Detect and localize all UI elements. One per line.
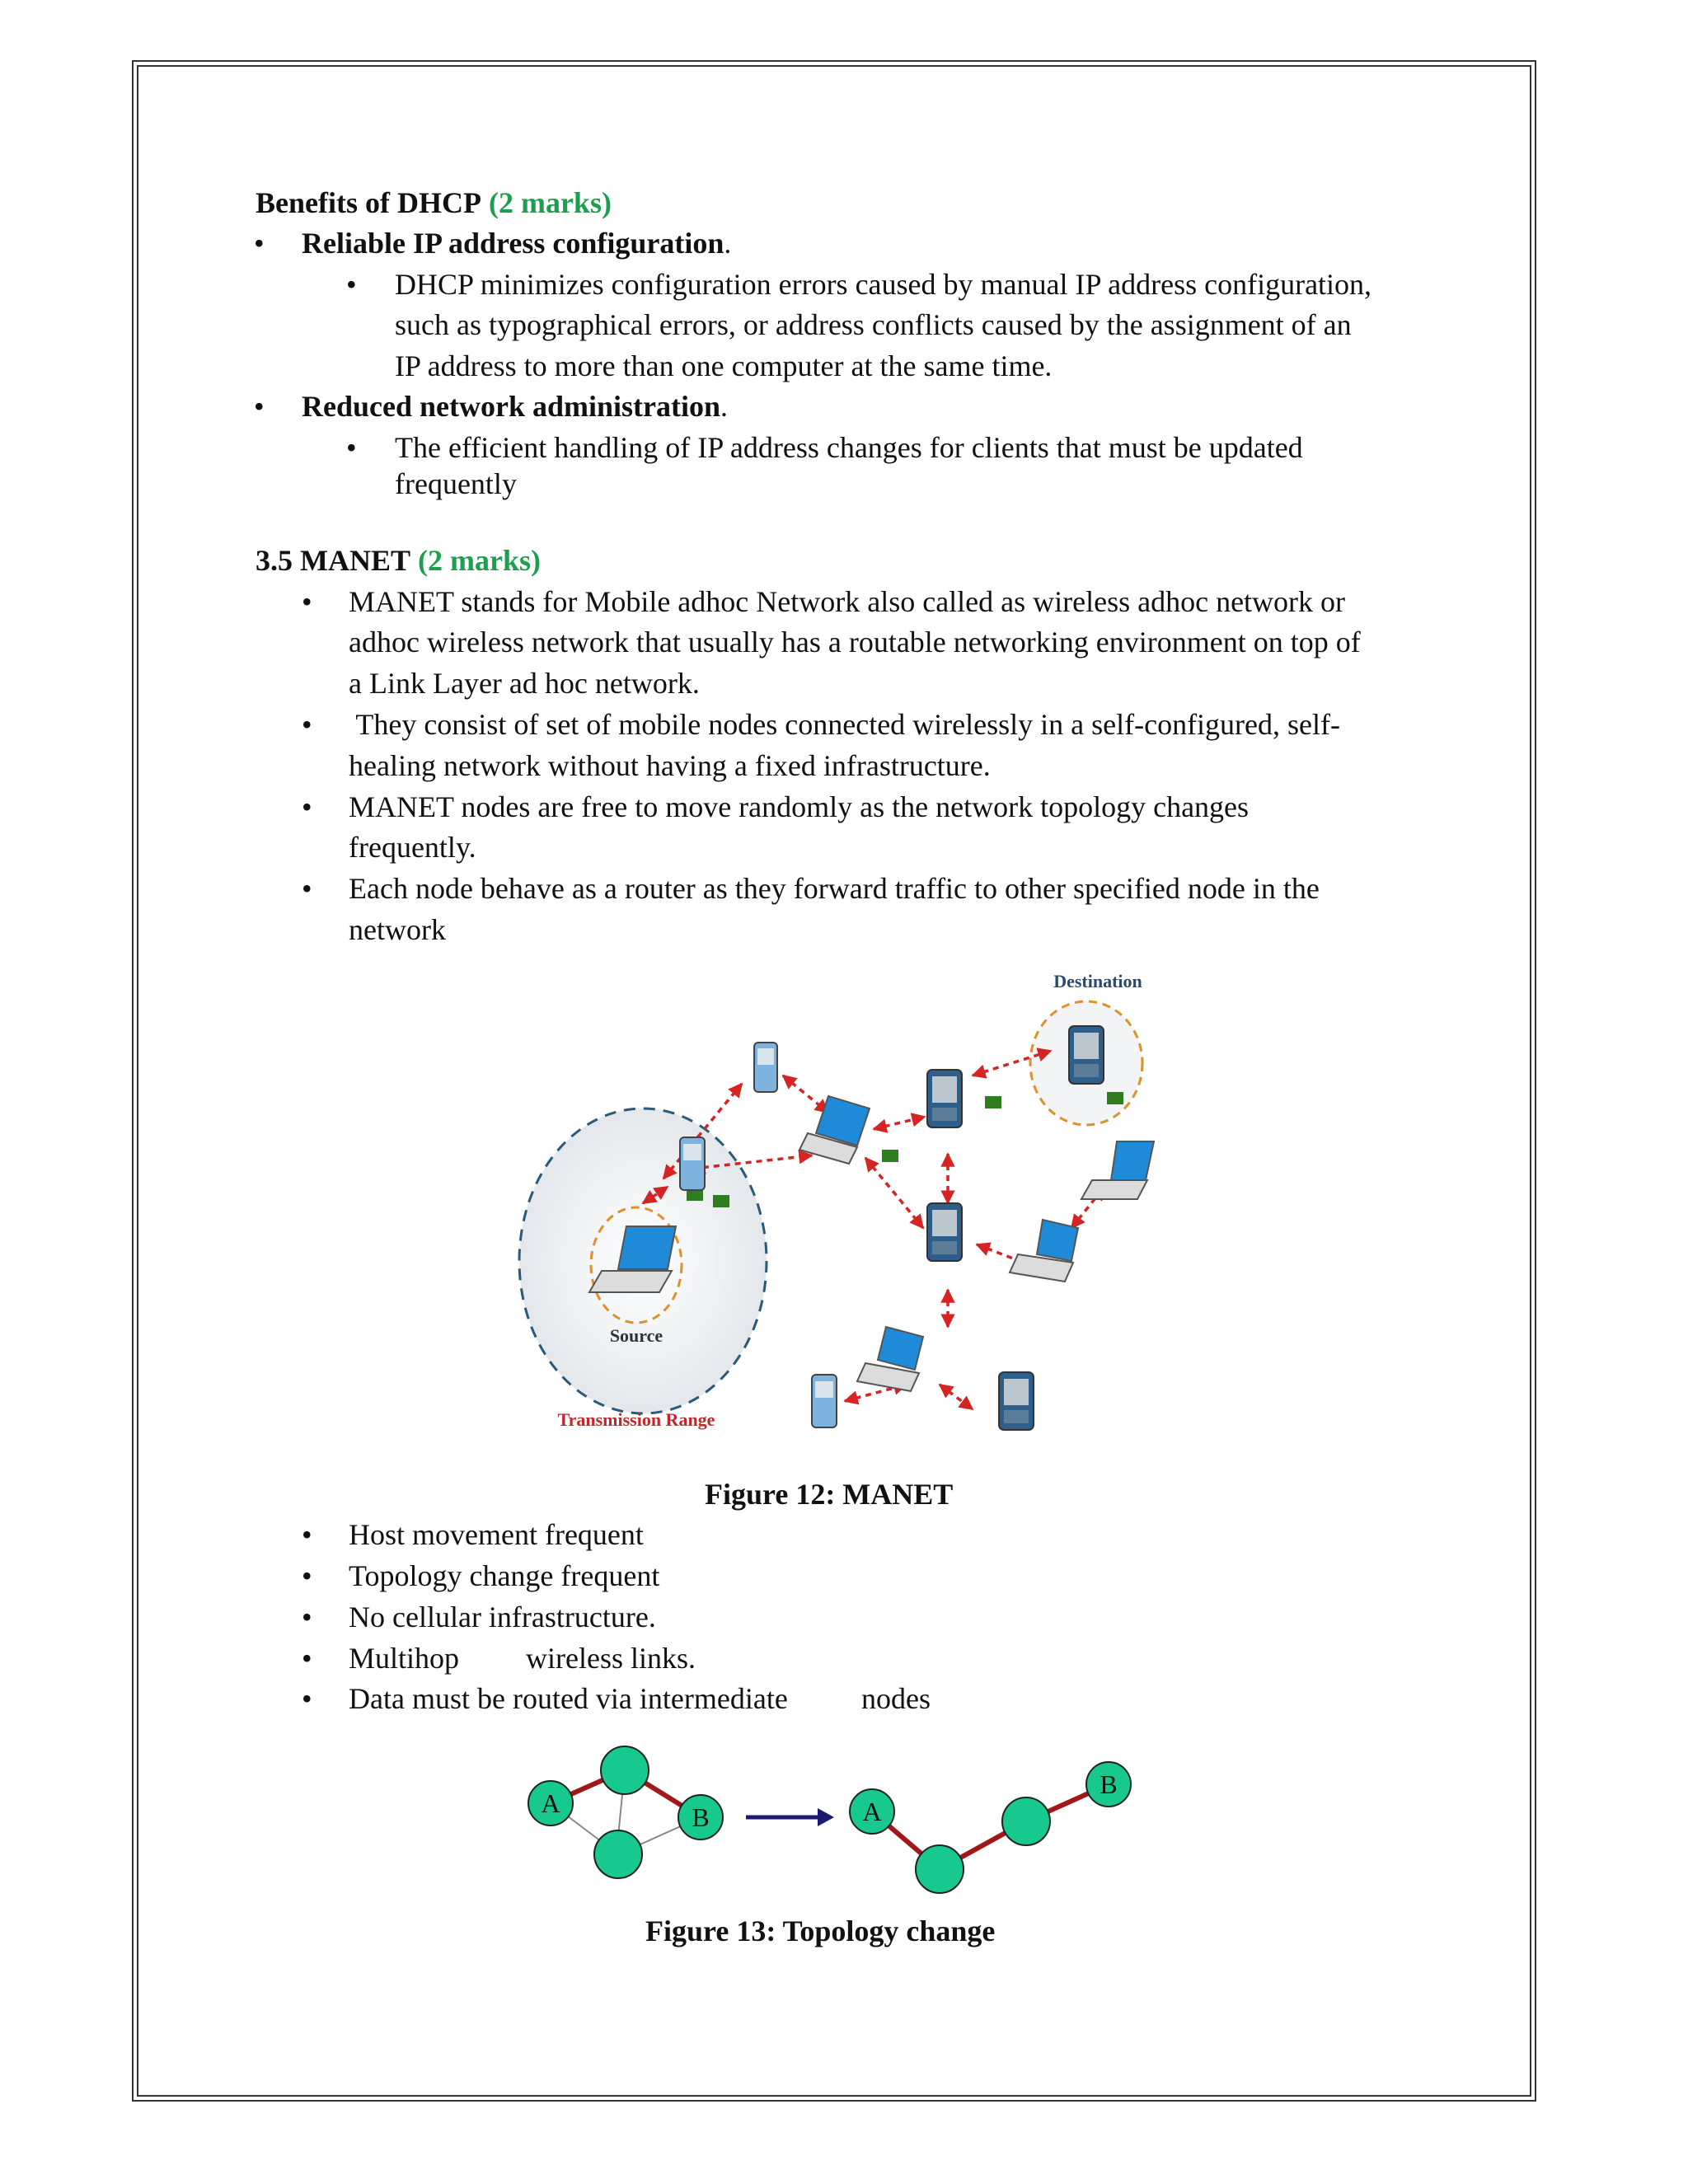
dhcp-item2 bbox=[302, 387, 728, 427]
node-b-label: B bbox=[692, 1802, 710, 1832]
dhcp-heading-line bbox=[256, 183, 612, 223]
link bbox=[783, 1076, 828, 1113]
pda-icon bbox=[1069, 1026, 1104, 1084]
packet bbox=[985, 1096, 1001, 1108]
dhcp-marks: (2 marks) bbox=[488, 186, 612, 219]
bullet-dot: • bbox=[302, 585, 312, 618]
manet-bullet-line: MANET stands for Mobile adhoc Network also called as wireless adhoc network or bbox=[349, 585, 1346, 618]
manet-bullet-line: network bbox=[349, 913, 446, 946]
feature-item: No cellular infrastructure. bbox=[349, 1601, 656, 1633]
node-after bbox=[916, 1845, 964, 1893]
mobile-phone-icon bbox=[680, 1137, 705, 1190]
feature-item: Host movement frequent bbox=[349, 1518, 644, 1551]
manet-bullet-line: frequently. bbox=[349, 831, 476, 864]
dhcp-heading: Benefits of DHCP bbox=[256, 186, 481, 219]
arrow-right-icon bbox=[746, 1808, 834, 1826]
pda-icon bbox=[999, 1372, 1034, 1430]
transmission-range-label: Transmission Range bbox=[557, 1409, 715, 1430]
bullet-dot: • bbox=[302, 1642, 312, 1675]
feature-item: Topology change frequent bbox=[349, 1559, 660, 1592]
node-before bbox=[594, 1830, 642, 1878]
dhcp-item1-title: Reliable IP address configuration bbox=[302, 227, 724, 260]
bullet-dot: • bbox=[302, 872, 312, 905]
laptop-icon bbox=[1010, 1220, 1078, 1282]
manet-heading: 3.5 MANET bbox=[256, 544, 410, 577]
node-after bbox=[1002, 1797, 1050, 1845]
feature-item: Multihop bbox=[349, 1642, 460, 1675]
link bbox=[865, 1158, 923, 1228]
bullet-dot: • bbox=[302, 1601, 312, 1633]
packet bbox=[882, 1150, 898, 1162]
mobile-phone-icon bbox=[754, 1043, 777, 1092]
dhcp-item2-sub-line: The efficient handling of IP address changes for clients that must be updated bbox=[395, 431, 1303, 464]
dhcp-item2-period: . bbox=[720, 390, 729, 423]
bullet-dot: • bbox=[302, 1559, 312, 1592]
laptop-icon bbox=[799, 1096, 870, 1164]
bullet-dot: • bbox=[346, 268, 357, 301]
feature-item-continued: wireless links. bbox=[526, 1642, 696, 1675]
dhcp-item1 bbox=[302, 223, 731, 264]
bullet-dot: • bbox=[346, 431, 357, 464]
bullet-dot: • bbox=[254, 227, 265, 260]
dhcp-item1-sub-line: DHCP minimizes configuration errors caused by manual IP address configuration, bbox=[395, 268, 1372, 301]
link bbox=[940, 1385, 973, 1409]
feature-item-continued: nodes bbox=[861, 1682, 931, 1715]
manet-bullet-line: a Link Layer ad hoc network. bbox=[349, 667, 700, 700]
destination-label: Destination bbox=[1053, 971, 1142, 991]
packet bbox=[1107, 1092, 1123, 1104]
laptop-icon bbox=[1081, 1141, 1154, 1199]
manet-bullet-line: MANET nodes are free to move randomly as the network topology changes bbox=[349, 790, 1250, 823]
topology-change-diagram bbox=[511, 1739, 1170, 1896]
dhcp-item2-title: Reduced network administration bbox=[302, 390, 721, 423]
manet-bullet-line: adhoc wireless network that usually has a routable networking environment on top of bbox=[349, 626, 1361, 658]
dhcp-item1-sub-line: such as typographical errors, or address conflicts caused by the assignment of an bbox=[395, 308, 1352, 341]
feature-item: Data must be routed via intermediate bbox=[349, 1682, 788, 1715]
bullet-dot: • bbox=[254, 390, 265, 423]
pda-icon bbox=[927, 1203, 962, 1261]
packet bbox=[713, 1195, 729, 1207]
mobile-phone-icon bbox=[812, 1375, 837, 1427]
bullet-dot: • bbox=[302, 1682, 312, 1715]
manet-diagram bbox=[495, 964, 1203, 1459]
laptop-icon bbox=[857, 1327, 923, 1391]
manet-bullet-line: They consist of set of mobile nodes connected wirelessly in a self-configured, self- bbox=[349, 708, 1340, 741]
figure13-caption: Figure 13: Topology change bbox=[645, 1915, 996, 1947]
manet-heading-line bbox=[256, 541, 541, 581]
dhcp-item1-period: . bbox=[724, 227, 732, 260]
node-b-label: B bbox=[1100, 1769, 1118, 1799]
pda-icon bbox=[927, 1070, 962, 1127]
node-a-label: A bbox=[862, 1797, 882, 1826]
bullet-dot: • bbox=[302, 708, 312, 741]
link bbox=[874, 1117, 925, 1129]
node-before bbox=[601, 1746, 649, 1794]
dhcp-item2-sub-line: frequently bbox=[395, 467, 517, 500]
manet-bullet-line: Each node behave as a router as they forward traffic to other specified node in the bbox=[349, 872, 1320, 905]
manet-bullet-line: healing network without having a fixed infrastructure. bbox=[349, 749, 991, 782]
node-a-label: A bbox=[541, 1788, 560, 1818]
dhcp-item1-sub-line: IP address to more than one computer at the same time. bbox=[395, 349, 1053, 382]
source-label: Source bbox=[609, 1325, 663, 1346]
manet-marks: (2 marks) bbox=[418, 544, 541, 577]
bullet-dot: • bbox=[302, 1518, 312, 1551]
bullet-dot: • bbox=[302, 790, 312, 823]
figure12-caption: Figure 12: MANET bbox=[705, 1478, 954, 1511]
